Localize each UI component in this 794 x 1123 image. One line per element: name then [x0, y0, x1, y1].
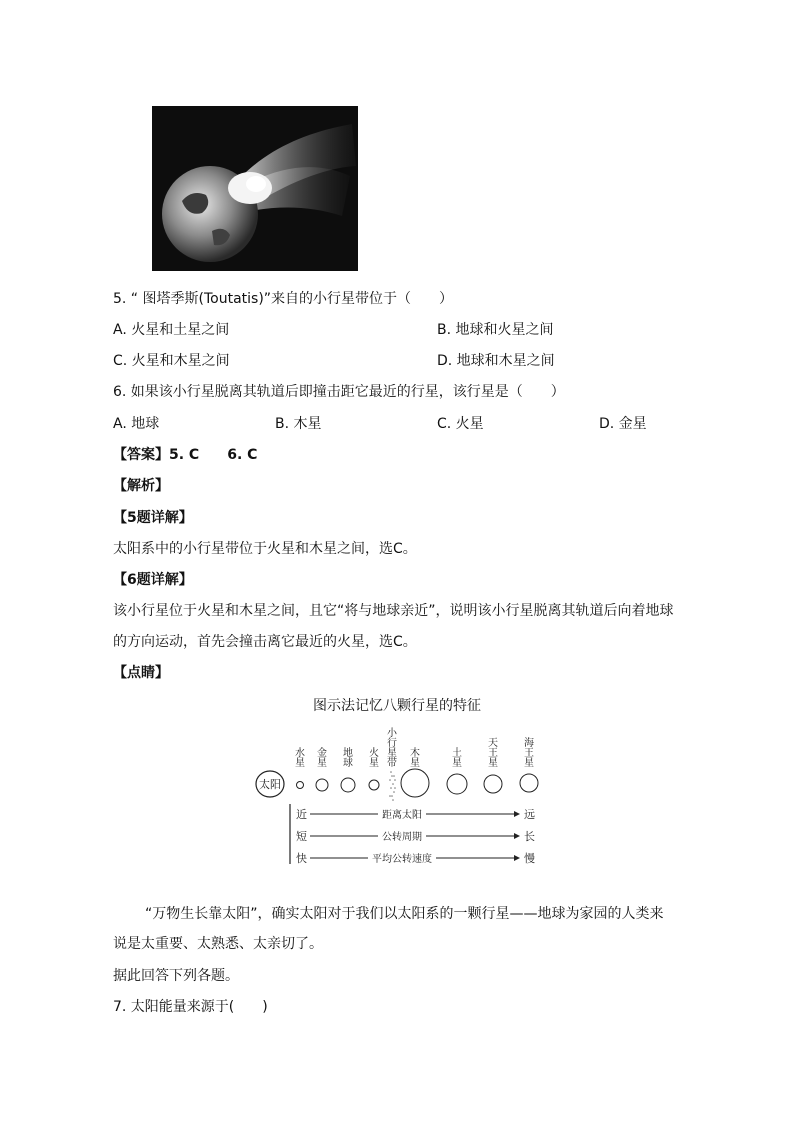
mars-label-char: 星	[369, 758, 379, 769]
row-center-label: 公转周期	[382, 832, 422, 843]
question-6-option-a: A. 地球	[113, 416, 160, 432]
q6-detail-heading: 【6题详解】	[113, 572, 193, 588]
question-6-option-d: D. 金星	[599, 416, 647, 432]
question-6-stem: 6. 如果该小行星脱离其轨道后即撞击距它最近的行星，该行星是（ ）	[113, 384, 565, 400]
venus-label-char: 星	[317, 758, 327, 769]
planet-features-diagram	[252, 716, 552, 866]
uranus-label-char: 星	[488, 758, 498, 769]
earth-label-char: 地	[343, 748, 353, 759]
asteroid-belt-dots	[389, 771, 396, 801]
mars-circle	[369, 780, 379, 790]
mercury-label-char: 星	[295, 758, 305, 769]
sun-label: 太阳	[259, 778, 281, 791]
neptune-circle	[520, 774, 538, 792]
row-center-label: 平均公转速度	[372, 854, 432, 865]
q5-detail-text: 太阳系中的小行星带位于火星和木星之间，选C。	[113, 541, 417, 557]
question-5-option-c: C. 火星和木星之间	[113, 353, 230, 369]
question-5-option-d: D. 地球和木星之间	[437, 353, 555, 369]
asteroid-belt-label-char: 小	[387, 728, 397, 739]
mercury-circle	[297, 782, 304, 789]
row-left-label: 快	[296, 852, 307, 865]
neptune-label-char: 海	[524, 738, 534, 749]
q6-detail-text-line2: 的方向运动，首先会撞击离它最近的火星，选C。	[113, 634, 417, 650]
q5-detail-heading: 【5题详解】	[113, 510, 193, 526]
tip-heading: 【点睛】	[113, 665, 169, 681]
neptune-label-char: 星	[524, 758, 534, 769]
answer-line: 【答案】5. C 6. C	[113, 447, 258, 463]
row-right-label: 慢	[524, 852, 535, 865]
saturn-circle	[447, 774, 467, 794]
row-right-label: 远	[524, 808, 535, 821]
question-5-option-b: B. 地球和火星之间	[437, 322, 554, 338]
asteroid-belt-label-char: 带	[387, 758, 397, 769]
uranus-circle	[484, 775, 502, 793]
venus-circle	[316, 779, 328, 791]
intro-line-2: 说是太重要、太熟悉、太亲切了。	[113, 936, 323, 952]
planet-labels	[295, 726, 534, 769]
mercury-label-char: 水	[295, 748, 305, 759]
diagram-title: 图示法记忆八颗行星的特征	[313, 698, 481, 714]
row-center-label: 距离太阳	[382, 810, 422, 821]
question-5-option-a: A. 火星和土星之间	[113, 322, 230, 338]
earth-label-char: 球	[343, 758, 353, 769]
saturn-label-char: 土	[452, 748, 462, 759]
question-6-option-c: C. 火星	[437, 416, 484, 432]
row-left-label: 短	[296, 830, 307, 843]
diagram-rows	[296, 808, 535, 865]
q6-detail-text-line1: 该小行星位于火星和木星之间，且它“将与地球亲近”，说明该小行星脱离其轨道后向着地球	[113, 603, 674, 619]
venus-label-char: 金	[317, 748, 327, 759]
row-right-label: 长	[524, 830, 535, 843]
jupiter-circle	[401, 769, 429, 797]
uranus-label-char: 王	[488, 748, 498, 759]
neptune-label-char: 王	[524, 748, 534, 759]
row-arrow-head	[514, 811, 520, 817]
saturn-label-char: 星	[452, 758, 462, 769]
mars-label-char: 火	[369, 748, 379, 759]
analysis-heading: 【解析】	[113, 478, 169, 494]
asteroid-earth-photo	[152, 106, 358, 271]
question-7-stem: 7. 太阳能量来源于( )	[113, 999, 268, 1015]
asteroid-belt-label-char: 星	[387, 748, 397, 759]
row-arrow-head	[514, 855, 520, 861]
jupiter-label-char: 木	[410, 748, 420, 759]
jupiter-label-char: 星	[410, 758, 420, 769]
question-5-stem: 5. “ 图塔季斯(Toutatis)”来自的小行星带位于（ ）	[113, 291, 454, 307]
question-6-option-b: B. 木星	[275, 416, 322, 432]
intro-line-1: “万物生长靠太阳”，确实太阳对于我们以太阳系的一颗行星——地球为家园的人类来	[145, 906, 664, 922]
asteroid-belt-label-char: 行	[387, 738, 397, 749]
row-left-label: 近	[296, 808, 307, 821]
uranus-label-char: 天	[488, 738, 498, 749]
row-arrow-head	[514, 833, 520, 839]
earth-circle	[341, 778, 355, 792]
asteroid-impact-illustration	[152, 106, 358, 271]
intro-line-3: 据此回答下列各题。	[113, 968, 239, 984]
